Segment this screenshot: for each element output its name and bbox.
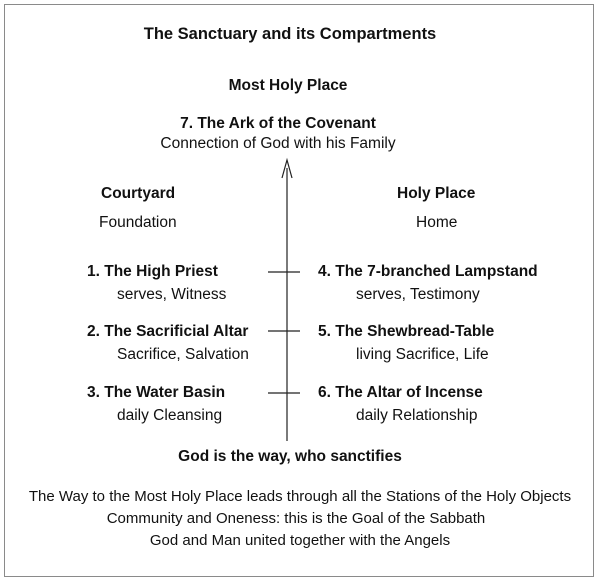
water-basin-title: 3. The Water Basin: [87, 384, 226, 401]
diagram-title: The Sanctuary and its Compartments: [143, 25, 437, 43]
ark-description: Connection of God with his Family: [160, 135, 396, 152]
high-priest-sub: serves, Witness: [117, 286, 227, 303]
way-statement: God is the way, who sanctifies: [178, 448, 402, 465]
holy-place-sub: Home: [416, 214, 458, 231]
footer-line-2: Community and Oneness: this is the Goal of the Sabbath: [106, 510, 486, 527]
footer-line-1: The Way to the Most Holy Place leads through all the Stations of the Holy Objects: [28, 488, 572, 505]
water-basin-sub: daily Cleansing: [117, 407, 223, 424]
altar-of-incense-title: 6. The Altar of Incense: [318, 384, 483, 401]
lampstand-title: 4. The 7-branched Lampstand: [318, 263, 538, 280]
high-priest-title: 1. The High Priest: [87, 263, 218, 280]
holy-place-heading: Holy Place: [397, 185, 476, 202]
sacrificial-altar-title: 2. The Sacrificial Altar: [87, 323, 249, 340]
altar-of-incense-sub: daily Relationship: [356, 407, 478, 424]
shewbread-table-title: 5. The Shewbread-Table: [318, 323, 495, 340]
shewbread-table-sub: living Sacrifice, Life: [356, 346, 489, 363]
ark-title: 7. The Ark of the Covenant: [180, 115, 376, 132]
sacrificial-altar-sub: Sacrifice, Salvation: [117, 346, 249, 363]
footer-line-3: God and Man united together with the Angels: [149, 532, 451, 549]
courtyard-heading: Courtyard: [101, 185, 176, 202]
most-holy-place-heading: Most Holy Place: [228, 77, 348, 94]
courtyard-sub: Foundation: [99, 214, 177, 231]
lampstand-sub: serves, Testimony: [356, 286, 480, 303]
